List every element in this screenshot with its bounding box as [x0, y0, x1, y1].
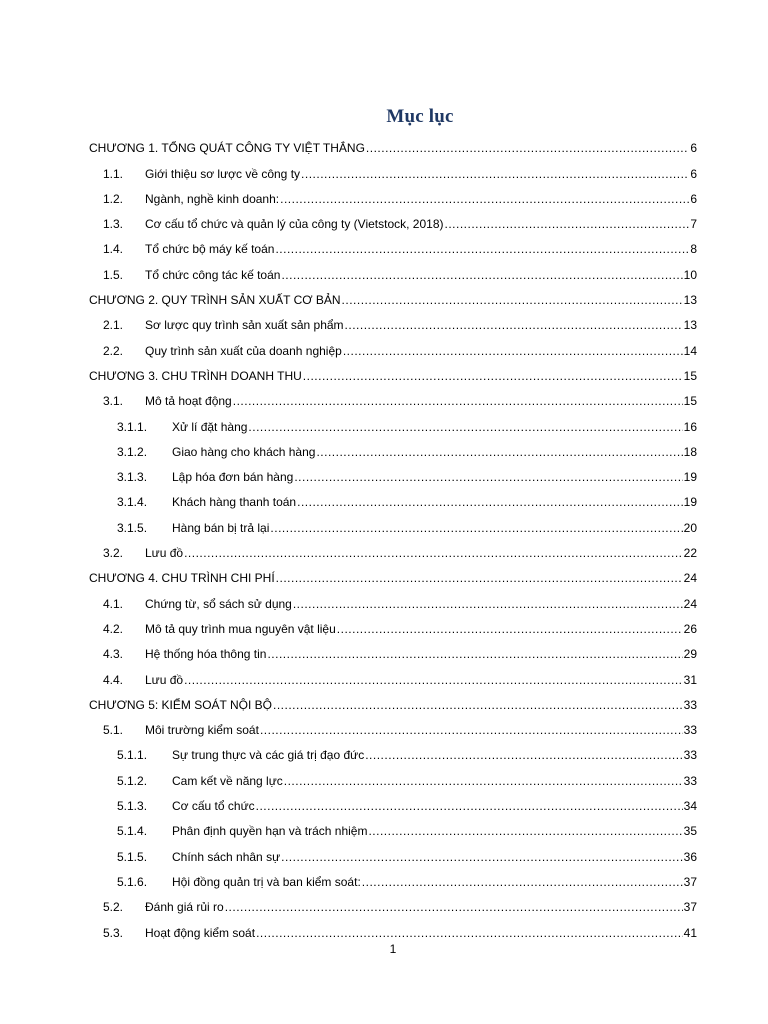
toc-chapter-entry[interactable] — [89, 283, 697, 308]
toc-dot-leader — [303, 368, 683, 384]
toc-entry-page-number: 19 — [683, 495, 697, 510]
toc-dot-leader — [297, 494, 683, 510]
toc-section-entry[interactable] — [89, 333, 697, 358]
toc-entry-number: 3.1.5. — [117, 520, 148, 535]
toc-dot-leader — [316, 444, 682, 460]
toc-entry-number: 5.1. — [103, 723, 124, 738]
toc-entry-page-number: 33 — [683, 723, 697, 738]
toc-entry-label: Sơ lược quy trình sản xuất sản phẩm — [145, 318, 344, 333]
toc-entry-label: Phân định quyền hạn và trách nhiệm — [172, 824, 368, 839]
toc-entry-label: Sự trung thực và các giá trị đạo đức — [172, 748, 365, 763]
toc-dot-leader — [342, 292, 683, 308]
toc-section-entry[interactable] — [89, 409, 697, 434]
toc-section-entry[interactable] — [89, 460, 697, 485]
toc-entry-page-number: 34 — [683, 799, 697, 814]
toc-dot-leader — [281, 849, 683, 865]
toc-entry-label: Mô tả hoạt động — [145, 394, 232, 409]
toc-entry-page-number: 31 — [683, 672, 697, 687]
toc-section-entry[interactable] — [89, 207, 697, 232]
toc-entry-page-number: 20 — [683, 520, 697, 535]
toc-entry-page-number: 41 — [683, 925, 697, 940]
toc-section-entry[interactable] — [89, 713, 697, 738]
toc-dot-leader — [273, 697, 683, 713]
toc-entry-label: Xử lí đặt hàng — [172, 419, 248, 434]
toc-entry-label: CHƯƠNG 2. QUY TRÌNH SẢN XUẤT CƠ BẢN — [89, 293, 341, 308]
toc-entry-number: 4.1. — [103, 596, 124, 611]
toc-entry-number: 1.1. — [103, 166, 124, 181]
toc-dot-leader — [267, 646, 682, 662]
toc-dot-leader — [337, 621, 683, 637]
toc-chapter-entry[interactable] — [89, 131, 697, 156]
toc-entry-label: CHƯƠNG 4. CHU TRÌNH CHI PHÍ — [89, 571, 275, 586]
toc-dot-leader — [284, 773, 683, 789]
toc-dot-leader — [445, 216, 690, 232]
toc-entry-page-number: 14 — [683, 343, 697, 358]
toc-section-entry[interactable] — [89, 637, 697, 662]
toc-dot-leader — [366, 140, 689, 156]
toc-entry-number: 5.2. — [103, 900, 124, 915]
toc-entry-number: 2.2. — [103, 343, 124, 358]
toc-section-entry[interactable] — [89, 915, 697, 940]
toc-section-entry[interactable] — [89, 814, 697, 839]
toc-entry-label: Tổ chức công tác kế toán — [145, 267, 281, 282]
toc-dot-leader — [256, 798, 683, 814]
toc-dot-leader — [301, 166, 689, 182]
toc-entry-number: 4.2. — [103, 621, 124, 636]
table-of-contents — [89, 131, 697, 941]
toc-entry-label: Hàng bán bị trả lại — [172, 520, 270, 535]
toc-dot-leader — [225, 899, 683, 915]
toc-entry-label: Hệ thống hóa thông tin — [145, 647, 267, 662]
toc-entry-number: 5.1.3. — [117, 799, 148, 814]
toc-entry-page-number: 19 — [683, 470, 697, 485]
toc-entry-number: 4.4. — [103, 672, 124, 687]
toc-dot-leader — [233, 393, 683, 409]
toc-entry-label: Cơ cấu tổ chức và quản lý của công ty (Vietstock, 2018) — [145, 217, 444, 232]
toc-dot-leader — [270, 520, 682, 536]
toc-entry-number: 5.1.2. — [117, 773, 148, 788]
toc-entry-label: Hoạt động kiểm soát — [145, 925, 256, 940]
toc-entry-page-number: 8 — [690, 242, 697, 257]
toc-entry-number: 5.3. — [103, 925, 124, 940]
toc-dot-leader — [248, 419, 682, 435]
toc-section-entry[interactable] — [89, 865, 697, 890]
toc-dot-leader — [256, 925, 683, 941]
toc-entry-number: 3.1.3. — [117, 470, 148, 485]
toc-dot-leader — [275, 241, 689, 257]
toc-entry-label: Khách hàng thanh toán — [172, 495, 297, 510]
toc-title: Mục lục — [386, 106, 454, 127]
toc-entry-page-number: 26 — [683, 621, 697, 636]
toc-dot-leader — [293, 596, 683, 612]
toc-entry-page-number: 24 — [683, 571, 697, 586]
toc-section-entry[interactable] — [89, 839, 697, 864]
toc-dot-leader — [362, 874, 683, 890]
toc-dot-leader — [260, 722, 683, 738]
toc-entry-page-number: 33 — [683, 697, 697, 712]
toc-dot-leader — [184, 672, 683, 688]
toc-entry-number: 5.1.1. — [117, 748, 148, 763]
toc-dot-leader — [276, 570, 683, 586]
toc-entry-label: CHƯƠNG 1. TỔNG QUÁT CÔNG TY VIỆT THẮNG — [89, 141, 365, 156]
toc-entry-page-number: 33 — [683, 773, 697, 788]
toc-section-entry[interactable] — [89, 536, 697, 561]
toc-section-entry[interactable] — [89, 182, 697, 207]
toc-entry-page-number: 37 — [683, 900, 697, 915]
toc-dot-leader — [280, 191, 689, 207]
toc-entry-number: 3.1.1. — [117, 419, 148, 434]
toc-section-entry[interactable] — [89, 890, 697, 915]
toc-entry-label: CHƯƠNG 5: KIỂM SOÁT NỘI BỘ — [89, 697, 273, 712]
toc-entry-page-number: 15 — [683, 368, 697, 383]
toc-section-entry[interactable] — [89, 232, 697, 257]
toc-entry-label: Hội đồng quản trị và ban kiểm soát: — [172, 874, 361, 889]
toc-dot-leader — [365, 747, 682, 763]
page-number: 1 — [389, 942, 397, 956]
toc-entry-label: CHƯƠNG 3. CHU TRÌNH DOANH THU — [89, 368, 302, 383]
toc-entry-page-number: 18 — [683, 444, 697, 459]
toc-entry-page-number: 36 — [683, 849, 697, 864]
toc-entry-page-number: 6 — [690, 141, 697, 156]
toc-section-entry[interactable] — [89, 738, 697, 763]
toc-dot-leader — [345, 317, 683, 333]
toc-entry-number: 1.5. — [103, 267, 124, 282]
toc-entry-page-number: 35 — [683, 824, 697, 839]
toc-entry-label: Lưu đồ — [145, 546, 184, 561]
toc-section-entry[interactable] — [89, 156, 697, 181]
toc-entry-label: Cam kết về năng lực — [172, 773, 283, 788]
toc-entry-page-number: 16 — [683, 419, 697, 434]
toc-entry-number: 3.1.4. — [117, 495, 148, 510]
toc-entry-page-number: 6 — [690, 166, 697, 181]
toc-section-entry[interactable] — [89, 662, 697, 687]
toc-entry-page-number: 29 — [683, 647, 697, 662]
toc-entry-page-number: 37 — [683, 874, 697, 889]
toc-entry-number: 3.1. — [103, 394, 124, 409]
toc-entry-number: 5.1.5. — [117, 849, 148, 864]
toc-section-entry[interactable] — [89, 257, 697, 282]
toc-entry-label: Lưu đồ — [145, 672, 184, 687]
toc-entry-number: 1.4. — [103, 242, 124, 257]
toc-chapter-entry[interactable] — [89, 561, 697, 586]
toc-entry-page-number: 13 — [683, 318, 697, 333]
toc-entry-page-number: 10 — [683, 267, 697, 282]
toc-section-entry[interactable] — [89, 308, 697, 333]
toc-entry-page-number: 24 — [683, 596, 697, 611]
toc-section-entry[interactable] — [89, 510, 697, 535]
toc-entry-label: Chính sách nhân sự — [172, 849, 281, 864]
toc-entry-number: 3.2. — [103, 546, 124, 561]
toc-entry-number: 2.1. — [103, 318, 124, 333]
toc-entry-page-number: 13 — [683, 293, 697, 308]
toc-entry-number: 1.3. — [103, 217, 124, 232]
toc-entry-label: Cơ cấu tổ chức — [172, 799, 255, 814]
toc-dot-leader — [281, 267, 682, 283]
toc-dot-leader — [343, 343, 683, 359]
toc-section-entry[interactable] — [89, 384, 697, 409]
toc-entry-number: 1.2. — [103, 191, 124, 206]
toc-entry-page-number: 7 — [690, 217, 697, 232]
toc-entry-label: Ngành, nghề kinh doanh: — [145, 191, 280, 206]
toc-entry-page-number: 15 — [683, 394, 697, 409]
toc-entry-label: Giao hàng cho khách hàng — [172, 444, 316, 459]
toc-entry-page-number: 33 — [683, 748, 697, 763]
toc-entry-label: Chứng từ, sổ sách sử dụng — [145, 596, 292, 611]
toc-section-entry[interactable] — [89, 586, 697, 611]
toc-entry-label: Quy trình sản xuất của doanh nghiệp — [145, 343, 342, 358]
toc-section-entry[interactable] — [89, 789, 697, 814]
toc-section-entry[interactable] — [89, 612, 697, 637]
toc-entry-label: Môi trường kiểm soát — [145, 723, 259, 738]
toc-chapter-entry[interactable] — [89, 359, 697, 384]
toc-entry-label: Lập hóa đơn bán hàng — [172, 470, 294, 485]
toc-entry-number: 5.1.6. — [117, 874, 148, 889]
toc-section-entry[interactable] — [89, 763, 697, 788]
toc-entry-label: Mô tả quy trình mua nguyên vật liệu — [145, 621, 336, 636]
toc-dot-leader — [368, 823, 682, 839]
toc-entry-number: 5.1.4. — [117, 824, 148, 839]
toc-section-entry[interactable] — [89, 435, 697, 460]
toc-dot-leader — [294, 469, 682, 485]
toc-entry-number: 3.1.2. — [117, 444, 148, 459]
toc-entry-number: 4.3. — [103, 647, 124, 662]
toc-entry-label: Đánh giá rủi ro — [145, 900, 224, 915]
toc-entry-page-number: 6 — [690, 191, 697, 206]
toc-section-entry[interactable] — [89, 485, 697, 510]
toc-dot-leader — [184, 545, 683, 561]
toc-entry-page-number: 22 — [683, 546, 697, 561]
toc-entry-label: Tổ chức bộ máy kế toán — [145, 242, 275, 257]
toc-entry-label: Giới thiệu sơ lược về công ty — [145, 166, 301, 181]
toc-chapter-entry[interactable] — [89, 688, 697, 713]
